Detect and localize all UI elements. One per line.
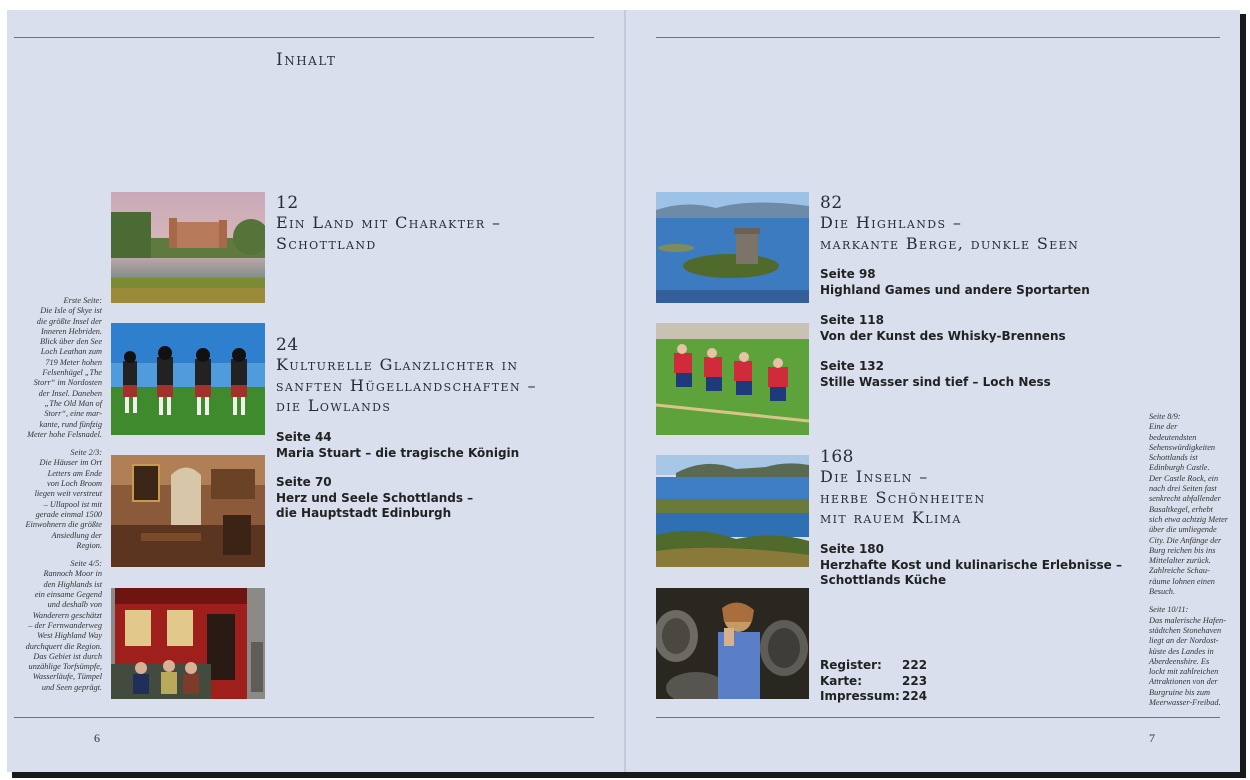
book-spine <box>624 10 626 772</box>
caption-line: die größte Insel der <box>36 316 102 326</box>
caption-line: Blick über den See <box>40 337 102 347</box>
caption-line: Eine der <box>1149 422 1178 432</box>
index-page: 223 <box>902 673 928 688</box>
subsection-seite-132 <box>820 359 1051 390</box>
caption-line: Zahlreiche Schau- <box>1149 566 1210 576</box>
caption-line: – Ullapool ist mit <box>43 499 102 509</box>
subsection-title-line: Highland Games und andere Sportarten <box>820 282 1090 297</box>
subsection-page: Seite 70 <box>276 475 332 489</box>
caption-line: Edinburgh Castle. <box>1149 463 1210 473</box>
caption-line: Wanderern geschätzt <box>32 610 102 620</box>
caption-line: lockt mit zahlreichen <box>1149 667 1219 677</box>
caption-block <box>12 448 102 551</box>
caption-line: Schottlands ist <box>1149 453 1198 463</box>
caption-line: den Highlands ist <box>43 579 102 589</box>
caption-line: Seite 10/11: <box>1149 605 1189 615</box>
subsection-page: Seite 180 <box>820 542 884 556</box>
caption-line: „The Old Man of <box>44 398 102 408</box>
caption-line: gerade einmal 1500 <box>35 509 102 519</box>
caption-line: Seite 4/5: <box>70 559 102 569</box>
index-page: 222 <box>902 658 928 672</box>
index-row-register <box>820 658 927 674</box>
chapter-number: 12 <box>276 193 299 213</box>
caption-line: Seite 2/3: <box>70 448 102 458</box>
caption-line: liegt an der Nordost- <box>1149 636 1219 646</box>
page-title: Inhalt <box>276 50 337 70</box>
bottom-rule-left <box>14 717 594 718</box>
caption-line: Meter hohe Felsnadel. <box>27 429 102 439</box>
index-label: Impressum: <box>820 689 900 703</box>
subsection-seite-70 <box>276 475 473 522</box>
caption-line: Inneren Hebriden. <box>41 326 102 336</box>
caption-line: Rannoch Moor in <box>43 569 102 579</box>
caption-line: Sehenswürdigkeiten <box>1149 442 1216 452</box>
chapter-title-line: Kulturelle Glanzlichter in <box>276 355 519 374</box>
caption-line: Einwohnern die größte <box>25 520 102 530</box>
index-list <box>820 658 927 705</box>
caption-block <box>1149 605 1229 708</box>
top-rule-right <box>656 37 1220 38</box>
page-shadow-right <box>1240 14 1246 776</box>
subsection-title-line: Von der Kunst des Whisky-Brennens <box>820 328 1066 343</box>
caption-line: Burgruine bis zum <box>1149 687 1210 697</box>
index-page: 224 <box>902 689 928 703</box>
chapter-title-line: herbe Schönheiten <box>820 487 986 507</box>
chapter-title-line: die Lowlands <box>276 396 392 415</box>
caption-line: Der Castle Rock, ein <box>1149 473 1219 483</box>
caption-line: senkrecht abfallender <box>1149 494 1221 504</box>
index-label: Register: <box>820 658 882 672</box>
caption-line: nach drei Seiten fast <box>1149 484 1217 494</box>
subsection-page: Seite 118 <box>820 313 884 327</box>
caption-line: Storr“ im Nordosten <box>33 378 102 388</box>
subsection-title-line: Stille Wasser sind tief – Loch Ness <box>820 374 1051 389</box>
bottom-rule-right <box>656 717 1220 718</box>
index-row-impressum <box>820 689 927 705</box>
subsection-seite-118 <box>820 313 1066 344</box>
caption-line: ein einsame Gegend <box>34 590 102 600</box>
caption-line: Letters am Ende <box>47 468 102 478</box>
chapter-number: 82 <box>820 193 843 213</box>
caption-line: räume lohnen einen <box>1149 576 1215 586</box>
chapter-82 <box>820 193 1079 254</box>
chapter-12 <box>276 193 501 254</box>
captions-right-column <box>1149 412 1229 716</box>
caption-line: Loch Leathan zum <box>40 347 102 357</box>
caption-line: Das malerische Hafen- <box>1149 615 1226 625</box>
caption-line: Erste Seite: <box>63 296 102 305</box>
photo-tug-of-war <box>656 323 809 435</box>
caption-line: City. Die Anfänge der <box>1149 535 1222 545</box>
subsection-seite-44 <box>276 430 519 461</box>
subsection-seite-180 <box>820 542 1122 589</box>
chapter-168 <box>820 447 985 529</box>
caption-line: über die umliegende <box>1149 525 1217 535</box>
caption-line: Region. <box>76 540 102 550</box>
caption-line: Die Häuser im Ort <box>39 458 102 468</box>
photo-whisky-cellar <box>656 588 809 699</box>
chapter-title-line: sanften Hügellandschaften – <box>276 375 537 395</box>
caption-line: küste des Landes in <box>1149 646 1214 656</box>
subsection-title-line: Schottlands Küche <box>820 573 947 587</box>
chapter-number: 24 <box>276 335 299 355</box>
caption-line: Meerwasser-Freibad. <box>1149 698 1221 708</box>
subsection-title-line: die Hauptstadt Edinburgh <box>276 506 452 520</box>
index-label: Karte: <box>820 673 862 688</box>
photo-island-coast <box>656 455 809 567</box>
subsection-page: Seite 44 <box>276 430 332 444</box>
subsection-title-line: Maria Stuart – die tragische Königin <box>276 445 520 460</box>
page-number-right: 7 <box>1149 731 1155 745</box>
caption-line: Die Isle of Skye ist <box>40 306 102 316</box>
chapter-title-line: mit rauem Klima <box>820 508 962 527</box>
caption-block <box>12 296 102 440</box>
caption-block <box>1149 412 1229 597</box>
caption-line: Mittelalter zurück. <box>1149 556 1211 566</box>
caption-line: sich etwa achtzig Meter <box>1149 514 1229 524</box>
chapter-24 <box>276 335 537 417</box>
caption-line: 719 Meter hohen <box>45 357 102 367</box>
caption-block <box>12 559 102 693</box>
caption-line: Das Gebiet ist durch <box>33 651 102 661</box>
caption-line: Storr“, eine mar- <box>44 409 102 419</box>
caption-line: und Seen geprägt. <box>41 682 102 692</box>
page-shadow-bottom <box>12 772 1246 778</box>
photo-castle-interior <box>111 455 265 567</box>
caption-line: – der Fernwanderweg <box>28 620 102 630</box>
caption-line: Besuch. <box>1149 587 1176 597</box>
caption-line: Burg reichen bis ins <box>1149 545 1216 555</box>
chapter-title-line: Die Highlands – <box>820 213 963 232</box>
subsection-title-line: Herzhafte Kost und kulinarische Erlebnisse – <box>820 557 1122 572</box>
caption-line: Attraktionen von der <box>1149 677 1218 687</box>
caption-line: der Insel. Daneben <box>38 388 102 398</box>
caption-line: bedeutendsten <box>1149 432 1197 442</box>
top-rule-left <box>14 37 594 38</box>
caption-line: von Loch Broom <box>47 479 102 489</box>
caption-line: Aberdeenshire. Es <box>1149 656 1210 666</box>
subsection-seite-98 <box>820 267 1090 298</box>
caption-line: und deshalb von <box>47 600 102 610</box>
caption-line: Felsenhügel „The <box>42 368 102 378</box>
chapter-number: 168 <box>820 447 854 467</box>
caption-line: liegen weit verstreut <box>34 489 102 499</box>
photo-red-pub <box>111 588 265 699</box>
caption-line: kante, rund fünfzig <box>39 419 102 429</box>
chapter-title-line: Die Inseln – <box>820 467 929 486</box>
caption-line: Wasserläufe, Tümpel <box>32 672 102 682</box>
caption-line: Ansiedlung der <box>51 530 102 540</box>
captions-left-column <box>12 296 102 701</box>
caption-line: unzählige Torfsümpfe, <box>28 662 102 672</box>
photo-linlithgow-palace <box>111 192 265 303</box>
caption-line: Seite 8/9: <box>1149 412 1181 421</box>
caption-line: städtchen Stonehaven <box>1149 625 1222 635</box>
photo-pipe-band <box>111 323 265 435</box>
caption-line: durchquert die Region. <box>25 641 102 651</box>
caption-line: Basaltkegel, erhebt <box>1149 504 1213 514</box>
caption-line: West Highland Way <box>37 631 102 641</box>
chapter-title-line: Ein Land mit Charakter – <box>276 213 502 232</box>
page-number-left: 6 <box>94 731 100 745</box>
subsection-page: Seite 132 <box>820 359 884 373</box>
chapter-title-line: Schottland <box>276 233 377 253</box>
photo-castle-stalker <box>656 192 809 303</box>
chapter-title-line: markante Berge, dunkle Seen <box>820 233 1080 253</box>
subsection-title-line: Herz und Seele Schottlands – <box>276 490 474 505</box>
index-row-karte <box>820 674 927 690</box>
subsection-page: Seite 98 <box>820 267 876 281</box>
